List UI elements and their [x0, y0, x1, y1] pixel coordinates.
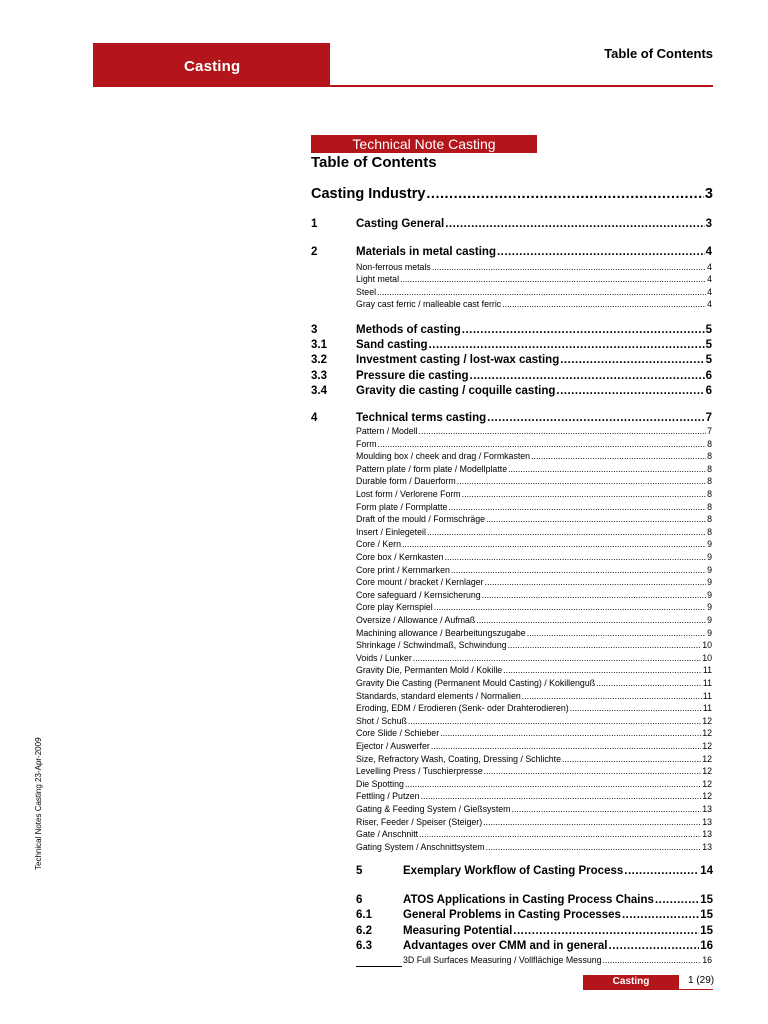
- toc-entry-label: Gray cast ferric / malleable cast ferric: [356, 299, 502, 310]
- toc-entry-item[interactable]: [356, 728, 712, 740]
- toc-entry-label: Methods of casting: [356, 324, 461, 336]
- toc-entry-label: Pattern plate / form plate / Modellplatte: [356, 463, 508, 474]
- toc-entry-label: Pattern / Modell: [356, 426, 418, 436]
- toc-entry-subsection[interactable]: [311, 354, 712, 369]
- toc-entry-page: 13: [702, 841, 712, 852]
- toc-entry-page: 4: [707, 286, 712, 297]
- toc-entry-section[interactable]: [311, 218, 712, 233]
- toc-entry-subsection[interactable]: [311, 339, 712, 354]
- toc-entry-page: 9: [707, 564, 712, 575]
- toc-entry-label: Riser, Feeder / Speiser (Steiger): [356, 816, 483, 827]
- toc-entry-page: 12: [702, 715, 712, 726]
- toc-entry-number: 6: [356, 894, 363, 906]
- toc-entry-label: General Problems in Casting Processes: [403, 909, 621, 921]
- header-section-box: [93, 43, 330, 85]
- toc-entry-page: 15: [700, 894, 713, 906]
- toc-entry-item[interactable]: [356, 590, 712, 602]
- toc-entry-page: 10: [702, 640, 712, 651]
- toc-entry-label: Shot / Schuß: [356, 715, 407, 726]
- toc-entry-label: Durable form / Dauerform: [356, 476, 456, 487]
- toc-entry-label: Standards, standard elements / Normalien: [356, 690, 521, 701]
- toc-entry-label: Pressure die casting: [356, 369, 469, 382]
- toc-entry-label: Core box / Kernkasten: [356, 552, 444, 562]
- toc-entry-number: 6.3: [356, 940, 372, 952]
- toc-entry-label: ATOS Applications in Casting Process Chains: [403, 894, 654, 906]
- toc-leader-dots: [432, 262, 706, 272]
- toc-entry-page: 12: [702, 741, 712, 751]
- header-rule: [93, 85, 713, 87]
- toc-entry-label: Technical terms casting: [356, 412, 487, 424]
- toc-entry-page: 8: [707, 451, 712, 462]
- toc-entry-item[interactable]: [356, 274, 712, 286]
- toc-entry-label: Materials in metal casting: [356, 246, 496, 258]
- toc-entry-label: Gating & Feeding System / Gießsystem: [356, 804, 511, 814]
- toc-entry-label: Form: [356, 438, 377, 449]
- toc-entry-page: 8: [707, 526, 712, 537]
- toc-entry-page: 6: [705, 384, 712, 397]
- toc-entry-item[interactable]: [356, 615, 712, 627]
- toc-entry-item[interactable]: [356, 602, 712, 614]
- toc-leader-dots: [570, 703, 702, 713]
- toc-entry-item[interactable]: [356, 451, 712, 463]
- toc-leader-dots: [462, 489, 706, 499]
- toc-entry-section[interactable]: [311, 324, 712, 339]
- toc-entry-page: 9: [707, 577, 712, 588]
- toc-leader-dots: [527, 628, 706, 638]
- toc-entry-label: Size, Refractory Wash, Coating, Dressing / Schlichte: [356, 753, 562, 764]
- toc-entry-number: 3.2: [311, 354, 327, 367]
- toc-entry-label: Core print / Kernmarken: [356, 564, 450, 575]
- toc-leader-dots: [400, 274, 706, 284]
- toc-entry-page: 5: [705, 339, 712, 351]
- toc-entry-page: 9: [707, 539, 712, 550]
- toc-leader-dots: [451, 565, 706, 575]
- toc-entry-label: Draft of the mould / Formschräge: [356, 514, 486, 525]
- toc-entry-number: 3.4: [311, 384, 327, 397]
- toc-entry-item[interactable]: [356, 653, 712, 665]
- toc-entry-label: Insert / Einlegeteil: [356, 526, 426, 537]
- toc-entry-number: 1: [311, 218, 318, 230]
- toc-leader-dots: [457, 476, 706, 486]
- toc-leader-dots: [485, 577, 706, 587]
- toc-leader-dots: [655, 894, 699, 906]
- toc-entry-subsection[interactable]: [356, 940, 713, 955]
- toc-entry-page: 11: [702, 678, 712, 688]
- toc-entry-item[interactable]: [356, 552, 712, 564]
- toc-entry-number: 3: [311, 324, 318, 336]
- toc-leader-dots: [609, 940, 700, 952]
- toc-entry-item[interactable]: [356, 527, 712, 539]
- toc-entry-item[interactable]: [356, 741, 712, 753]
- toc-entry-page: 3: [704, 186, 713, 202]
- toc-entry-page: 5: [705, 324, 712, 336]
- toc-entry-label: Light metal: [356, 274, 400, 285]
- toc-leader-dots: [531, 451, 706, 461]
- toc-entry-item[interactable]: [356, 703, 712, 715]
- toc-entry-page: 6: [705, 369, 712, 382]
- toc-entry-label: Core safeguard / Kernsicherung: [356, 589, 481, 600]
- toc-leader-dots: [426, 186, 704, 202]
- toc-leader-dots: [503, 665, 702, 675]
- toc-entry-item[interactable]: [356, 262, 712, 274]
- toc-entry-subsection[interactable]: [311, 384, 712, 400]
- toc-entry-page: 10: [702, 652, 712, 663]
- toc-entry-number: 6.1: [356, 909, 372, 921]
- toc-entry-section[interactable]: [356, 894, 713, 909]
- toc-entry-subsection[interactable]: [356, 909, 713, 924]
- header-right-title: Table of Contents: [604, 46, 713, 61]
- toc-entry-label: Steel: [356, 286, 377, 297]
- toc-leader-dots: [482, 590, 706, 600]
- toc-entry-item[interactable]: [356, 439, 712, 451]
- toc-leader-dots: [484, 766, 702, 776]
- toc-leader-dots: [408, 716, 701, 726]
- toc-entry-page: 13: [702, 804, 712, 814]
- toc-entry-label: Fettling / Putzen: [356, 791, 420, 802]
- toc-entry-label: Machining allowance / Bearbeitungszugabe: [356, 627, 526, 638]
- toc-entry-label: Gate / Anschnitt: [356, 829, 419, 840]
- toc-entry-item[interactable]: [356, 287, 712, 299]
- toc-entry-item[interactable]: [356, 766, 712, 778]
- toc-entry-item[interactable]: [356, 476, 712, 488]
- toc-entry-subsection[interactable]: [356, 924, 713, 940]
- toc-entry-page: 12: [702, 791, 712, 802]
- toc-entry-label: Gravity Die, Permanten Mold / Kokille: [356, 665, 503, 676]
- toc-entry-item[interactable]: [356, 678, 712, 690]
- toc-leader-dots: [483, 817, 701, 827]
- toc-entry-page: 9: [707, 627, 712, 638]
- toc-entry-section[interactable]: [311, 246, 712, 261]
- toc-entry-page: 7: [707, 426, 712, 436]
- toc-entry-page: 9: [707, 602, 712, 613]
- toc-leader-dots: [624, 865, 699, 877]
- toc-leader-dots: [556, 385, 704, 397]
- toc-entry-page: 16: [700, 940, 713, 952]
- toc-entry-page: 16: [702, 955, 712, 965]
- toc-entry-section[interactable]: [356, 865, 713, 880]
- toc-entry-label: Measuring Potential: [403, 924, 513, 937]
- toc-leader-dots: [445, 552, 707, 562]
- toc-leader-dots: [502, 299, 706, 309]
- toc-entry-label: Voids / Lunker: [356, 652, 412, 663]
- toc-entry-item[interactable]: [356, 502, 712, 514]
- toc-entry-page: 12: [702, 778, 712, 789]
- toc-leader-dots: [470, 370, 705, 382]
- toc-entry-label: Exemplary Workflow of Casting Process: [403, 865, 624, 877]
- toc-entry-number: 6.2: [356, 924, 372, 937]
- toc-entry-page: 13: [702, 816, 712, 827]
- toc-entry-page: 4: [707, 262, 712, 272]
- document-banner: Technical Note Casting: [311, 135, 537, 153]
- toc-leader-dots: [508, 464, 706, 474]
- toc-entry-page: 8: [707, 489, 712, 499]
- toc-leader-dots: [419, 829, 701, 839]
- toc-entry-page: 12: [702, 766, 712, 777]
- toc-entry-label: Core Slide / Schieber: [356, 728, 440, 739]
- toc-entry-number: 5: [356, 865, 363, 877]
- toc-leader-dots: [378, 439, 707, 449]
- toc-leader-dots: [377, 287, 706, 297]
- toc-entry-label: Sand casting: [356, 339, 428, 351]
- toc-entry-page: 8: [707, 514, 712, 525]
- toc-entry-item[interactable]: [356, 299, 712, 311]
- toc-leader-dots: [476, 615, 706, 625]
- toc-entry-label: Eroding, EDM / Erodieren (Senk- oder Drahterodieren): [356, 703, 569, 714]
- toc-entry-item[interactable]: [356, 791, 712, 803]
- toc-entry-label: Advantages over CMM and in general: [403, 940, 608, 952]
- toc-entry-number: 2: [311, 246, 318, 258]
- toc-entry-page: 14: [700, 865, 713, 877]
- toc-leader-dots: [486, 514, 706, 524]
- toc-entry-number: 3.3: [311, 369, 327, 382]
- toc-leader-dots: [622, 909, 699, 921]
- toc-entry-section[interactable]: [311, 412, 712, 427]
- toc-entry-page: 11: [702, 690, 712, 701]
- toc-leader-dots: [603, 955, 702, 965]
- toc-entry-item[interactable]: [356, 829, 712, 841]
- toc-entry-item[interactable]: [356, 577, 712, 589]
- toc-entry-page: 12: [702, 728, 712, 739]
- toc-leader-dots: [429, 339, 705, 351]
- toc-entry-page: 13: [702, 829, 712, 840]
- toc-leader-dots: [434, 602, 706, 612]
- toc-leader-dots: [405, 779, 701, 789]
- toc-entry-label: Moulding box / cheek and drag / Formkasten: [356, 451, 531, 462]
- toc-entry-number: 4: [311, 412, 318, 424]
- toc-entry-item[interactable]: [356, 464, 712, 476]
- toc-entry-label: Oversize / Allowance / Aufmaß: [356, 615, 476, 625]
- toc-entry-label: Core mount / bracket / Kernlager: [356, 577, 484, 588]
- toc-entry-label: Casting Industry: [311, 186, 426, 202]
- toc-entry-label: Gravity Die Casting (Permanent Mould Casting) / Kokillenguß: [356, 678, 596, 688]
- toc-entry-page: 9: [707, 589, 712, 600]
- toc-leader-dots: [562, 754, 701, 764]
- toc-entry-item[interactable]: [356, 779, 712, 791]
- toc-leader-dots: [596, 678, 702, 688]
- toc-entry-page: 5: [705, 354, 712, 367]
- toc-entry-item[interactable]: [356, 754, 712, 766]
- footer-section-label: Casting: [583, 975, 679, 989]
- toc-leader-dots: [448, 502, 706, 512]
- toc-entry-page: 11: [702, 703, 712, 714]
- toc-entry-page: 15: [700, 924, 713, 937]
- toc-entry-page: 15: [700, 909, 713, 921]
- toc-entry-page: 12: [702, 753, 712, 764]
- toc-entry-page: 4: [705, 246, 712, 258]
- toc-entry-page: 4: [707, 299, 712, 310]
- toc-entry-item[interactable]: [356, 691, 712, 703]
- toc-entry-page: 8: [707, 501, 712, 512]
- toc-entry-item[interactable]: [356, 640, 712, 652]
- toc-entry-page: 11: [702, 665, 712, 676]
- toc-entry-item[interactable]: [356, 514, 712, 526]
- toc-entry-item[interactable]: [356, 842, 712, 854]
- side-note: Technical Notes Casting 23-Apr-2009: [34, 737, 43, 870]
- toc-entry-page: 8: [707, 463, 712, 474]
- toc-entry-casting-industry[interactable]: [311, 186, 713, 206]
- toc-entry-page: 8: [707, 438, 712, 449]
- toc-leader-dots: [522, 691, 702, 701]
- toc-entry-label: Casting General: [356, 218, 445, 230]
- toc-leader-dots: [421, 791, 702, 801]
- toc-entry-label: Gravity die casting / coquille casting: [356, 384, 556, 397]
- toc-entry-label: Investment casting / lost-wax casting: [356, 354, 560, 367]
- toc-leader-dots: [497, 246, 705, 258]
- toc-entry-item[interactable]: [356, 628, 712, 640]
- toc-entry-page: 8: [707, 476, 712, 487]
- toc-leader-dots: [427, 527, 706, 537]
- toc-leader-dots: [508, 640, 702, 650]
- toc-leader-dots: [445, 218, 704, 230]
- toc-entry-page: 9: [707, 615, 712, 625]
- toc-entry-subsection[interactable]: [311, 369, 712, 385]
- toc-leader-dots: [419, 426, 706, 436]
- toc-entry-item[interactable]: [356, 489, 712, 501]
- toc-entry-label: Levelling Press / Tuschierpresse: [356, 766, 483, 777]
- toc-leader-dots: [512, 804, 702, 814]
- toc-entry-item[interactable]: [403, 955, 712, 967]
- footer-page-number: 1 (29): [688, 975, 715, 986]
- toc-entry-label: Form plate / Formplatte: [356, 501, 448, 512]
- footer-rule: [583, 989, 713, 990]
- toc-entry-item[interactable]: [356, 539, 712, 551]
- toc-entry-label: Core play Kernspiel: [356, 602, 433, 613]
- toc-entry-label: Lost form / Verlorene Form: [356, 489, 461, 499]
- toc-entry-label: Die Spotting: [356, 778, 404, 789]
- toc-entry-item[interactable]: [356, 716, 712, 728]
- toc-entry-label: Non-ferrous metals: [356, 262, 431, 272]
- underline-mark: [356, 966, 402, 967]
- toc-entry-page: 7: [705, 412, 712, 424]
- toc-leader-dots: [560, 354, 704, 366]
- toc-entry-page: 4: [707, 274, 712, 285]
- toc-leader-dots: [431, 741, 701, 751]
- toc-entry-page: 9: [707, 552, 712, 562]
- header-section-label: Casting: [184, 58, 241, 75]
- toc-entry-item[interactable]: [356, 426, 712, 438]
- toc-entry-label: 3D Full Surfaces Measuring / Vollflächige Messung: [403, 955, 602, 965]
- toc-leader-dots: [440, 728, 701, 738]
- toc-leader-dots: [402, 539, 706, 549]
- toc-entry-number: 3.1: [311, 339, 327, 351]
- toc-entry-label: Gating System / Anschnittsystem: [356, 841, 485, 852]
- toc-entry-item[interactable]: [356, 817, 712, 829]
- toc-leader-dots: [413, 653, 701, 663]
- toc-leader-dots: [487, 412, 704, 424]
- toc-leader-dots: [462, 324, 705, 336]
- toc-title: Table of Contents: [311, 154, 437, 171]
- toc-leader-dots: [486, 842, 702, 852]
- toc-entry-label: Core / Kern: [356, 539, 401, 550]
- toc-entry-page: 3: [705, 218, 712, 230]
- toc-entry-item[interactable]: [356, 804, 712, 816]
- toc-entry-label: Shrinkage / Schwindmaß, Schwindung: [356, 640, 507, 651]
- toc-entry-item[interactable]: [356, 665, 712, 677]
- toc-leader-dots: [513, 925, 699, 937]
- toc-entry-item[interactable]: [356, 565, 712, 577]
- toc-entry-label: Ejector / Auswerfer: [356, 741, 430, 751]
